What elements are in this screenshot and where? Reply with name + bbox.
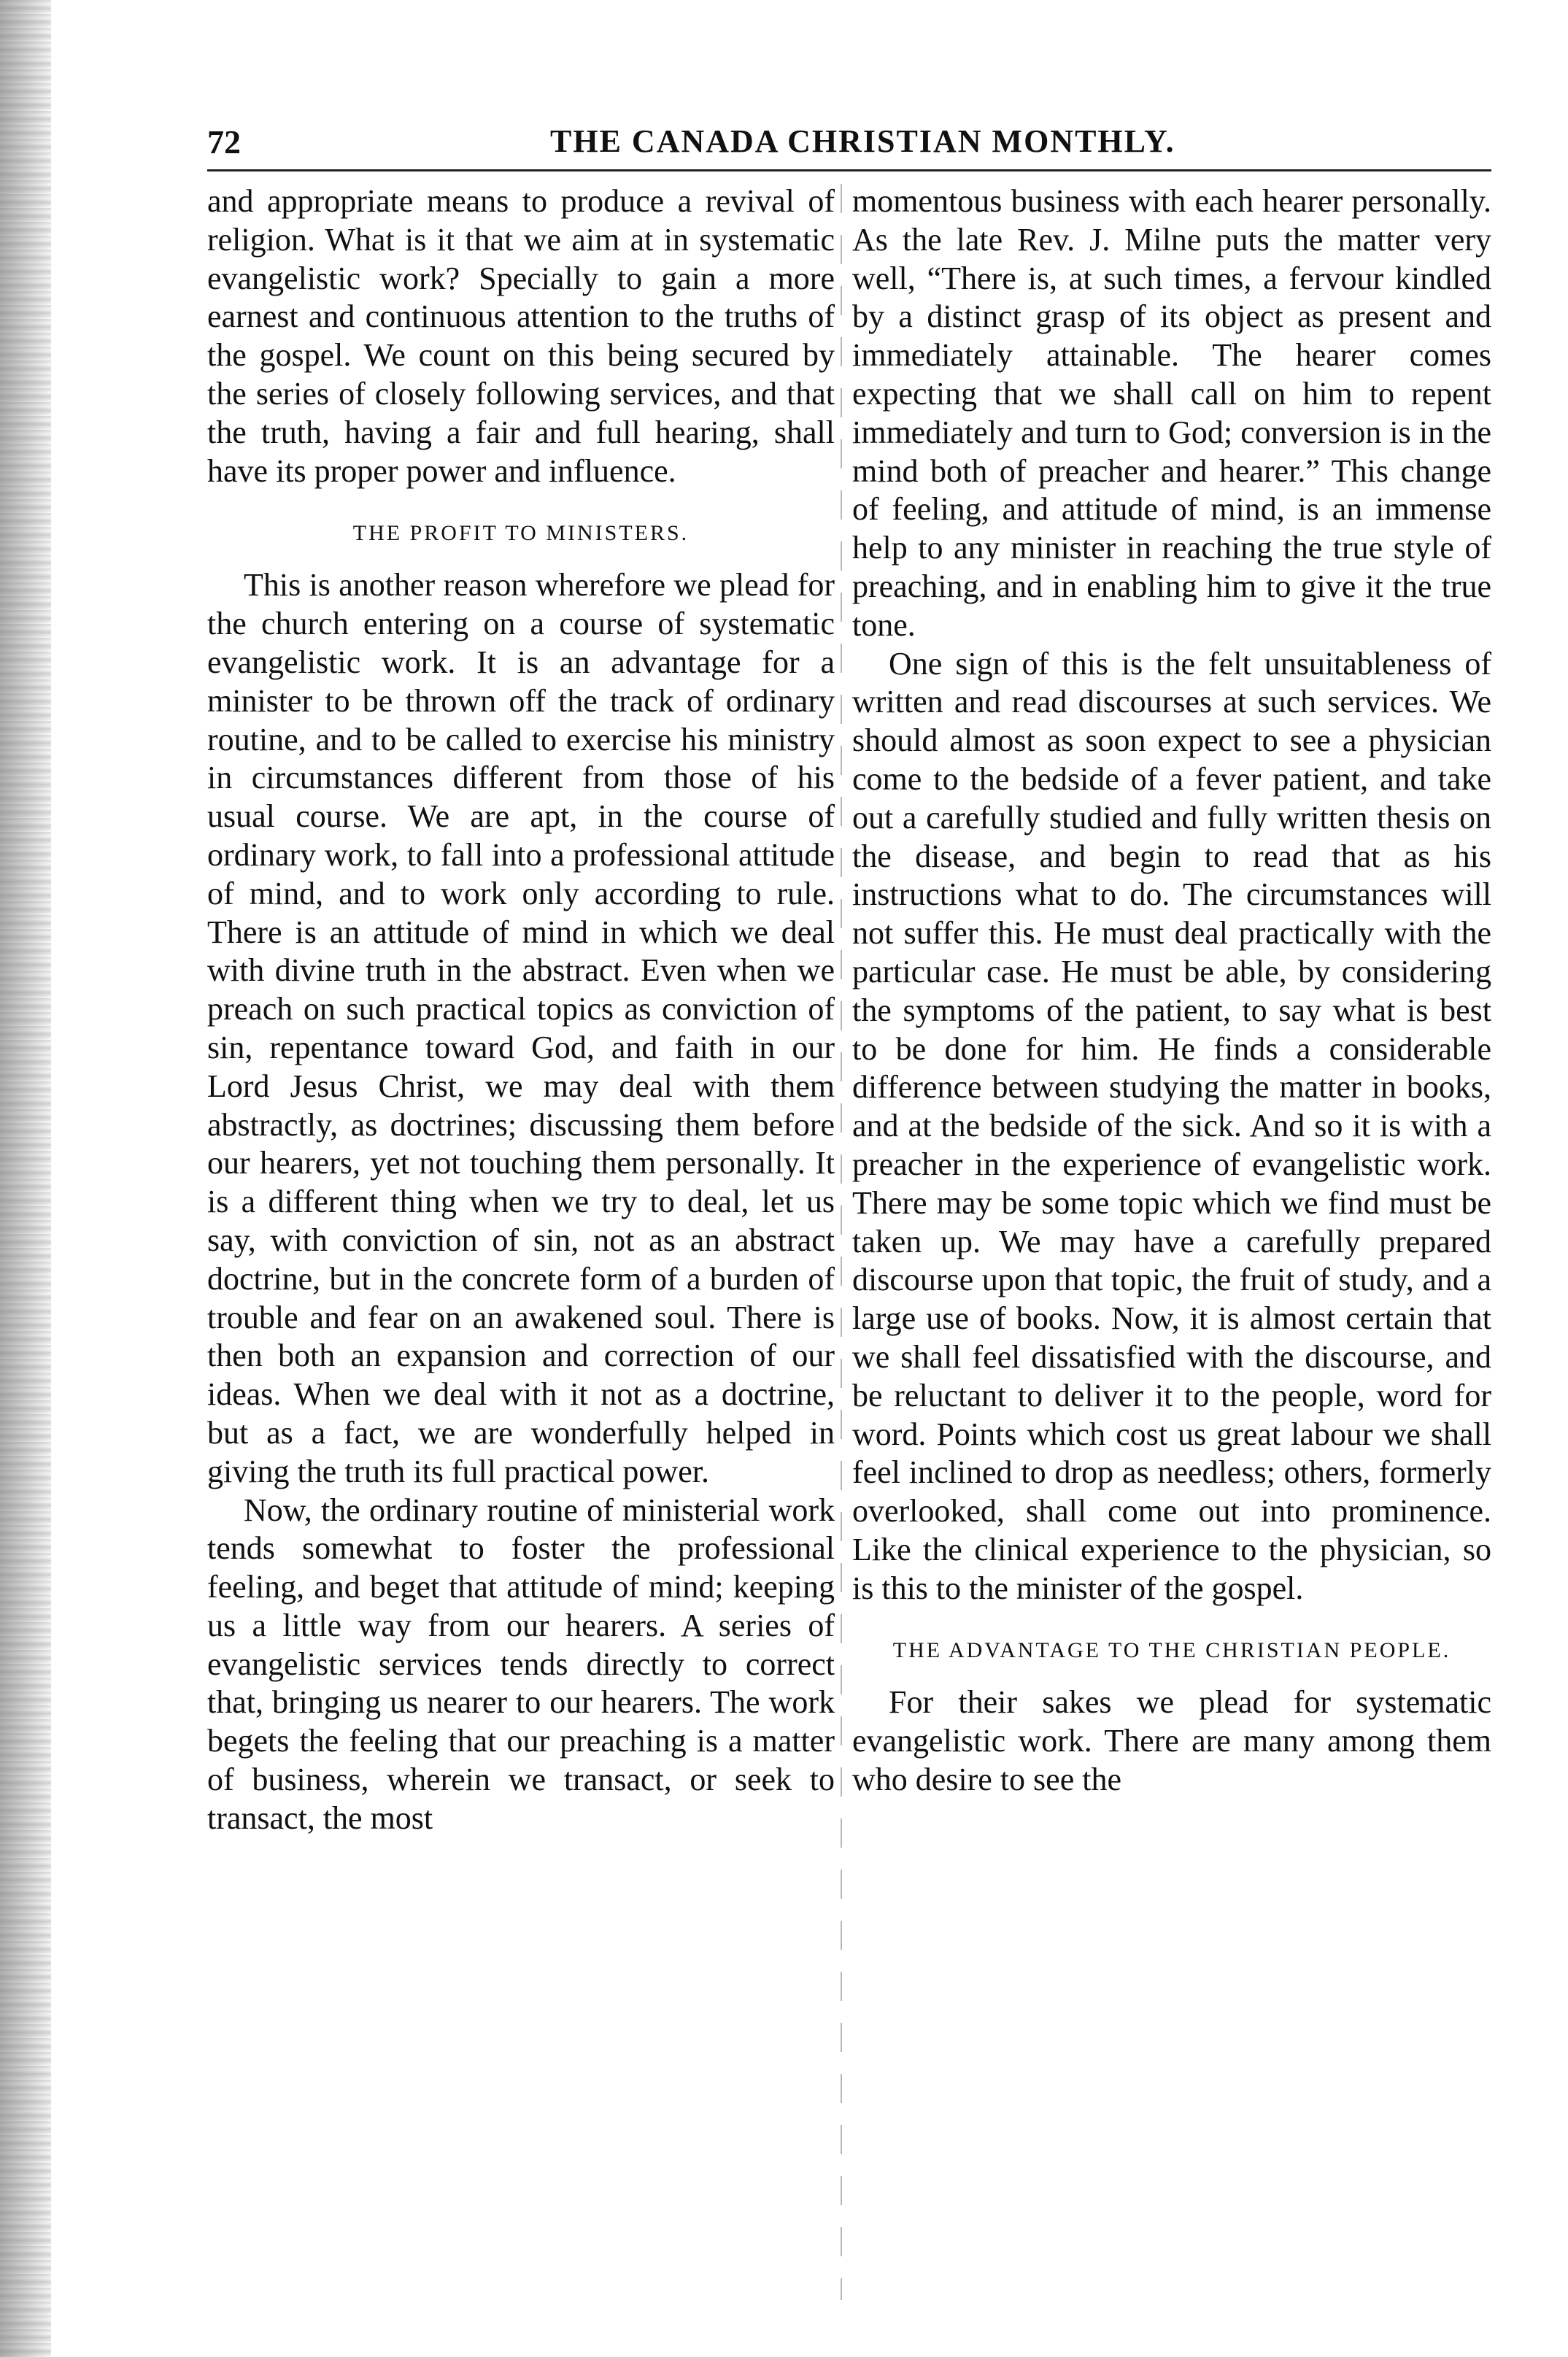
- page-number: 72: [207, 123, 241, 161]
- paragraph-routine: Now, the ordinary routine of ministerial work tends somewhat to foster the professional feeling, and beget that attitude of mind; keeping us a little way from our hearers. A series of evangelistic services tends directly to correct that, bringing us nearer to our hearers. The work begets the feeling that our preaching is a matter of business, wherein we transact, or seek to transact, the most: [207, 1492, 835, 1836]
- running-header: [207, 117, 1491, 168]
- header-rule: [207, 169, 1491, 171]
- column-divider: [841, 184, 842, 2300]
- paragraph-profit: This is another reason wherefore we plead for the church entering on a course of systematic evangelistic work. It is an advantage for a minister to be thrown off the track of ordinary routine, and to be called to exercise his ministry in circumstances different from those of his usual course. We are apt, in the course of ordinary work, to fall into a professional attitude of mind, and to work only according to rule. There is an attitude of mind in which we deal with divine truth in the abstract. Even when we preach on such practical topics as conviction of sin, repentance toward God, and faith in our Lord Jesus Christ, we may deal with them abstractly, as doctrines; discussing them before our hearers, yet not touching them personally. It is a different thing when we try to deal, let us say, with conviction of sin, not as an abstract doctrine, but in the concrete form of a burden of trouble and fear on an awakened soul. There is then both an expansion and correction of our ideas. When we deal with it not as a doctrine, but as a fact, we are wonderfully helped in giving the truth its full practical power.: [207, 567, 835, 1489]
- paragraph-written-discourses: One sign of this is the felt unsuitableness of written and read discourses at such services. We should almost as soon expect to see a physician come to the bedside of a fever patient, and take out a carefully studied and fully written thesis on the disease, and begin to read that as his instructions what to do. The circumstances will not suffer this. He must deal practically with the particular case. He must be able, by considering the symptoms of the patient, to say what is best to be done for him. He finds a considerable difference between studying the matter in books, and at the bedside of the sick. And so it is with a preacher in the experience of evangelistic work. There may be some topic which we find must be taken up. We may have a carefully prepared discourse upon that topic, the fruit of study, and a large use of books. Now, it is almost certain that we shall feel dissatisfied with the discourse, and be reluctant to deliver it to the people, word for word. Points which cost us great labour we shall feel inclined to drop as needless; others, formerly overlooked, shall come out into prominence. Like the clinical experience to the physician, so is this to the minister of the gospel.: [852, 645, 1491, 1606]
- section-heading-profit-to-ministers: THE PROFIT TO MINISTERS.: [352, 521, 690, 546]
- paragraph-revival: and appropriate means to produce a revival of religion. What is it that we aim at in systematic evangelistic work? Specially to gain a more earnest and continuous attention to the truths of the gospel. We count on this being secured by the series of closely following services, and that the truth, having a fair and full hearing, shall have its proper power and influence.: [207, 183, 835, 489]
- paragraph-for-their-sakes: For their sakes we plead for systematic evangelistic work. There are many among them who desire to see the: [852, 1684, 1491, 1798]
- journal-title: THE CANADA CHRISTIAN MONTHLY.: [550, 123, 1175, 159]
- left-column: [207, 182, 835, 1838]
- section-heading-advantage-to-people: THE ADVANTAGE TO THE CHRISTIAN PEOPLE.: [892, 1638, 1451, 1663]
- scan-page-edge: [0, 0, 51, 2357]
- right-column: [852, 182, 1491, 1799]
- paragraph-momentous-business: momentous business with each hearer personally. As the late Rev. J. Milne puts the matter very well, “There is, at such times, a fervour kindled by a distinct grasp of its object as present and immediately attainable. The hearer comes expecting that we shall call on him to repent immediately and turn to God; conversion is in the mind both of preacher and hearer.” This change of feeling, and attitude of mind, is an immense help to any minister in reaching the true style of preaching, and in enabling him to give it the true tone.: [852, 183, 1491, 643]
